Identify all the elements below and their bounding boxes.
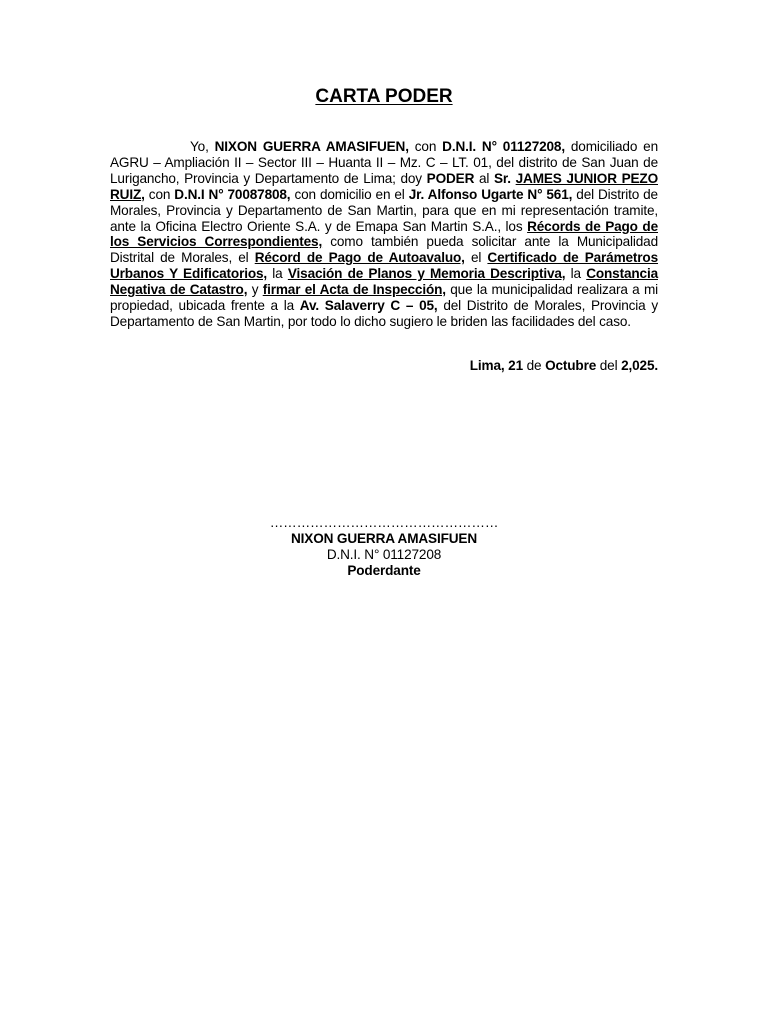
date-connector: del (596, 358, 622, 373)
text-run: la (267, 266, 288, 282)
item-certificado-parametros: Certificado de Parámetros Urbanos Y Edificatorios, (110, 250, 659, 282)
attorney-dni: D.N.I N° 70087808, (174, 186, 291, 202)
attorney-name: JAMES JUNIOR PEZO RUIZ (110, 170, 658, 202)
signer-role: Poderdante (347, 563, 421, 578)
poder-keyword: PODER (426, 170, 475, 186)
text-run: como también pueda solicitar ante la Municipalidad Distrital de Morales, el (110, 234, 658, 266)
text-run: con (408, 139, 443, 154)
signer-name: NIXON GUERRA AMASIFUEN (290, 531, 477, 546)
date-connector: de (522, 358, 546, 373)
date-year: 2,025. (621, 358, 658, 373)
text-run: con (144, 186, 175, 202)
signature-block (0, 515, 768, 579)
text-run: del Distrito de Morales, Provincia y Departamento de San Martin, por todo lo dicho sugiero le briden las facilidades del caso. (110, 298, 658, 329)
item-acta-inspeccion: firmar el Acta de Inspección, (262, 282, 446, 298)
item-records-pago: Récords de Pago de los Servicios Correspondientes, (110, 218, 658, 250)
grantor-dni: D.N.I. N° 01127208, (442, 139, 565, 154)
text-run: Yo, (190, 139, 215, 154)
text-run: y (247, 282, 263, 298)
item-constancia-negativa: Constancia Negativa de Catastro, (110, 266, 658, 298)
item-visacion-planos: Visación de Planos y Memoria Descriptiva, (287, 266, 566, 282)
body-paragraph (110, 139, 658, 330)
date-line (470, 358, 658, 373)
text-run: la (565, 266, 587, 282)
attorney-address: Jr. Alfonso Ugarte N° 561, (408, 186, 573, 202)
text-run: domiciliado en AGRU – Ampliación II – Sector III – Huanta II – Mz. C – LT. 01, del distrito de San Juan de Lurigancho, Provincia y Departamento de Lima; doy (110, 139, 658, 186)
sr-prefix: Sr. (493, 170, 511, 186)
grantor-name: NIXON GUERRA AMASIFUEN, (214, 139, 409, 154)
text-run: el (464, 250, 488, 266)
date-place: Lima, 21 (469, 358, 523, 373)
page-title: CARTA PODER (315, 86, 453, 107)
text-run: al (474, 170, 494, 186)
item-record-autoavaluo: Récord de Pago de Autoavaluo, (254, 250, 465, 266)
text-run: del Distrito de Morales, Provincia y Departamento de San Martin, para que en mi representación tramite, ante la Oficina Electro Oriente S.A. y de Emapa San Martin S.A., los (110, 186, 658, 234)
text-run: que la municipalidad realizara a mi propiedad, ubicada frente a la (110, 282, 658, 314)
text-run: , (141, 186, 145, 202)
signature-line: …………………………………………… (269, 515, 499, 530)
signer-dni: D.N.I. N° 01127208 (326, 547, 442, 562)
date-month: Octubre (545, 358, 597, 373)
property-address: Av. Salaverry C – 05, (299, 298, 438, 314)
text-run: con domicilio en el (290, 186, 409, 202)
